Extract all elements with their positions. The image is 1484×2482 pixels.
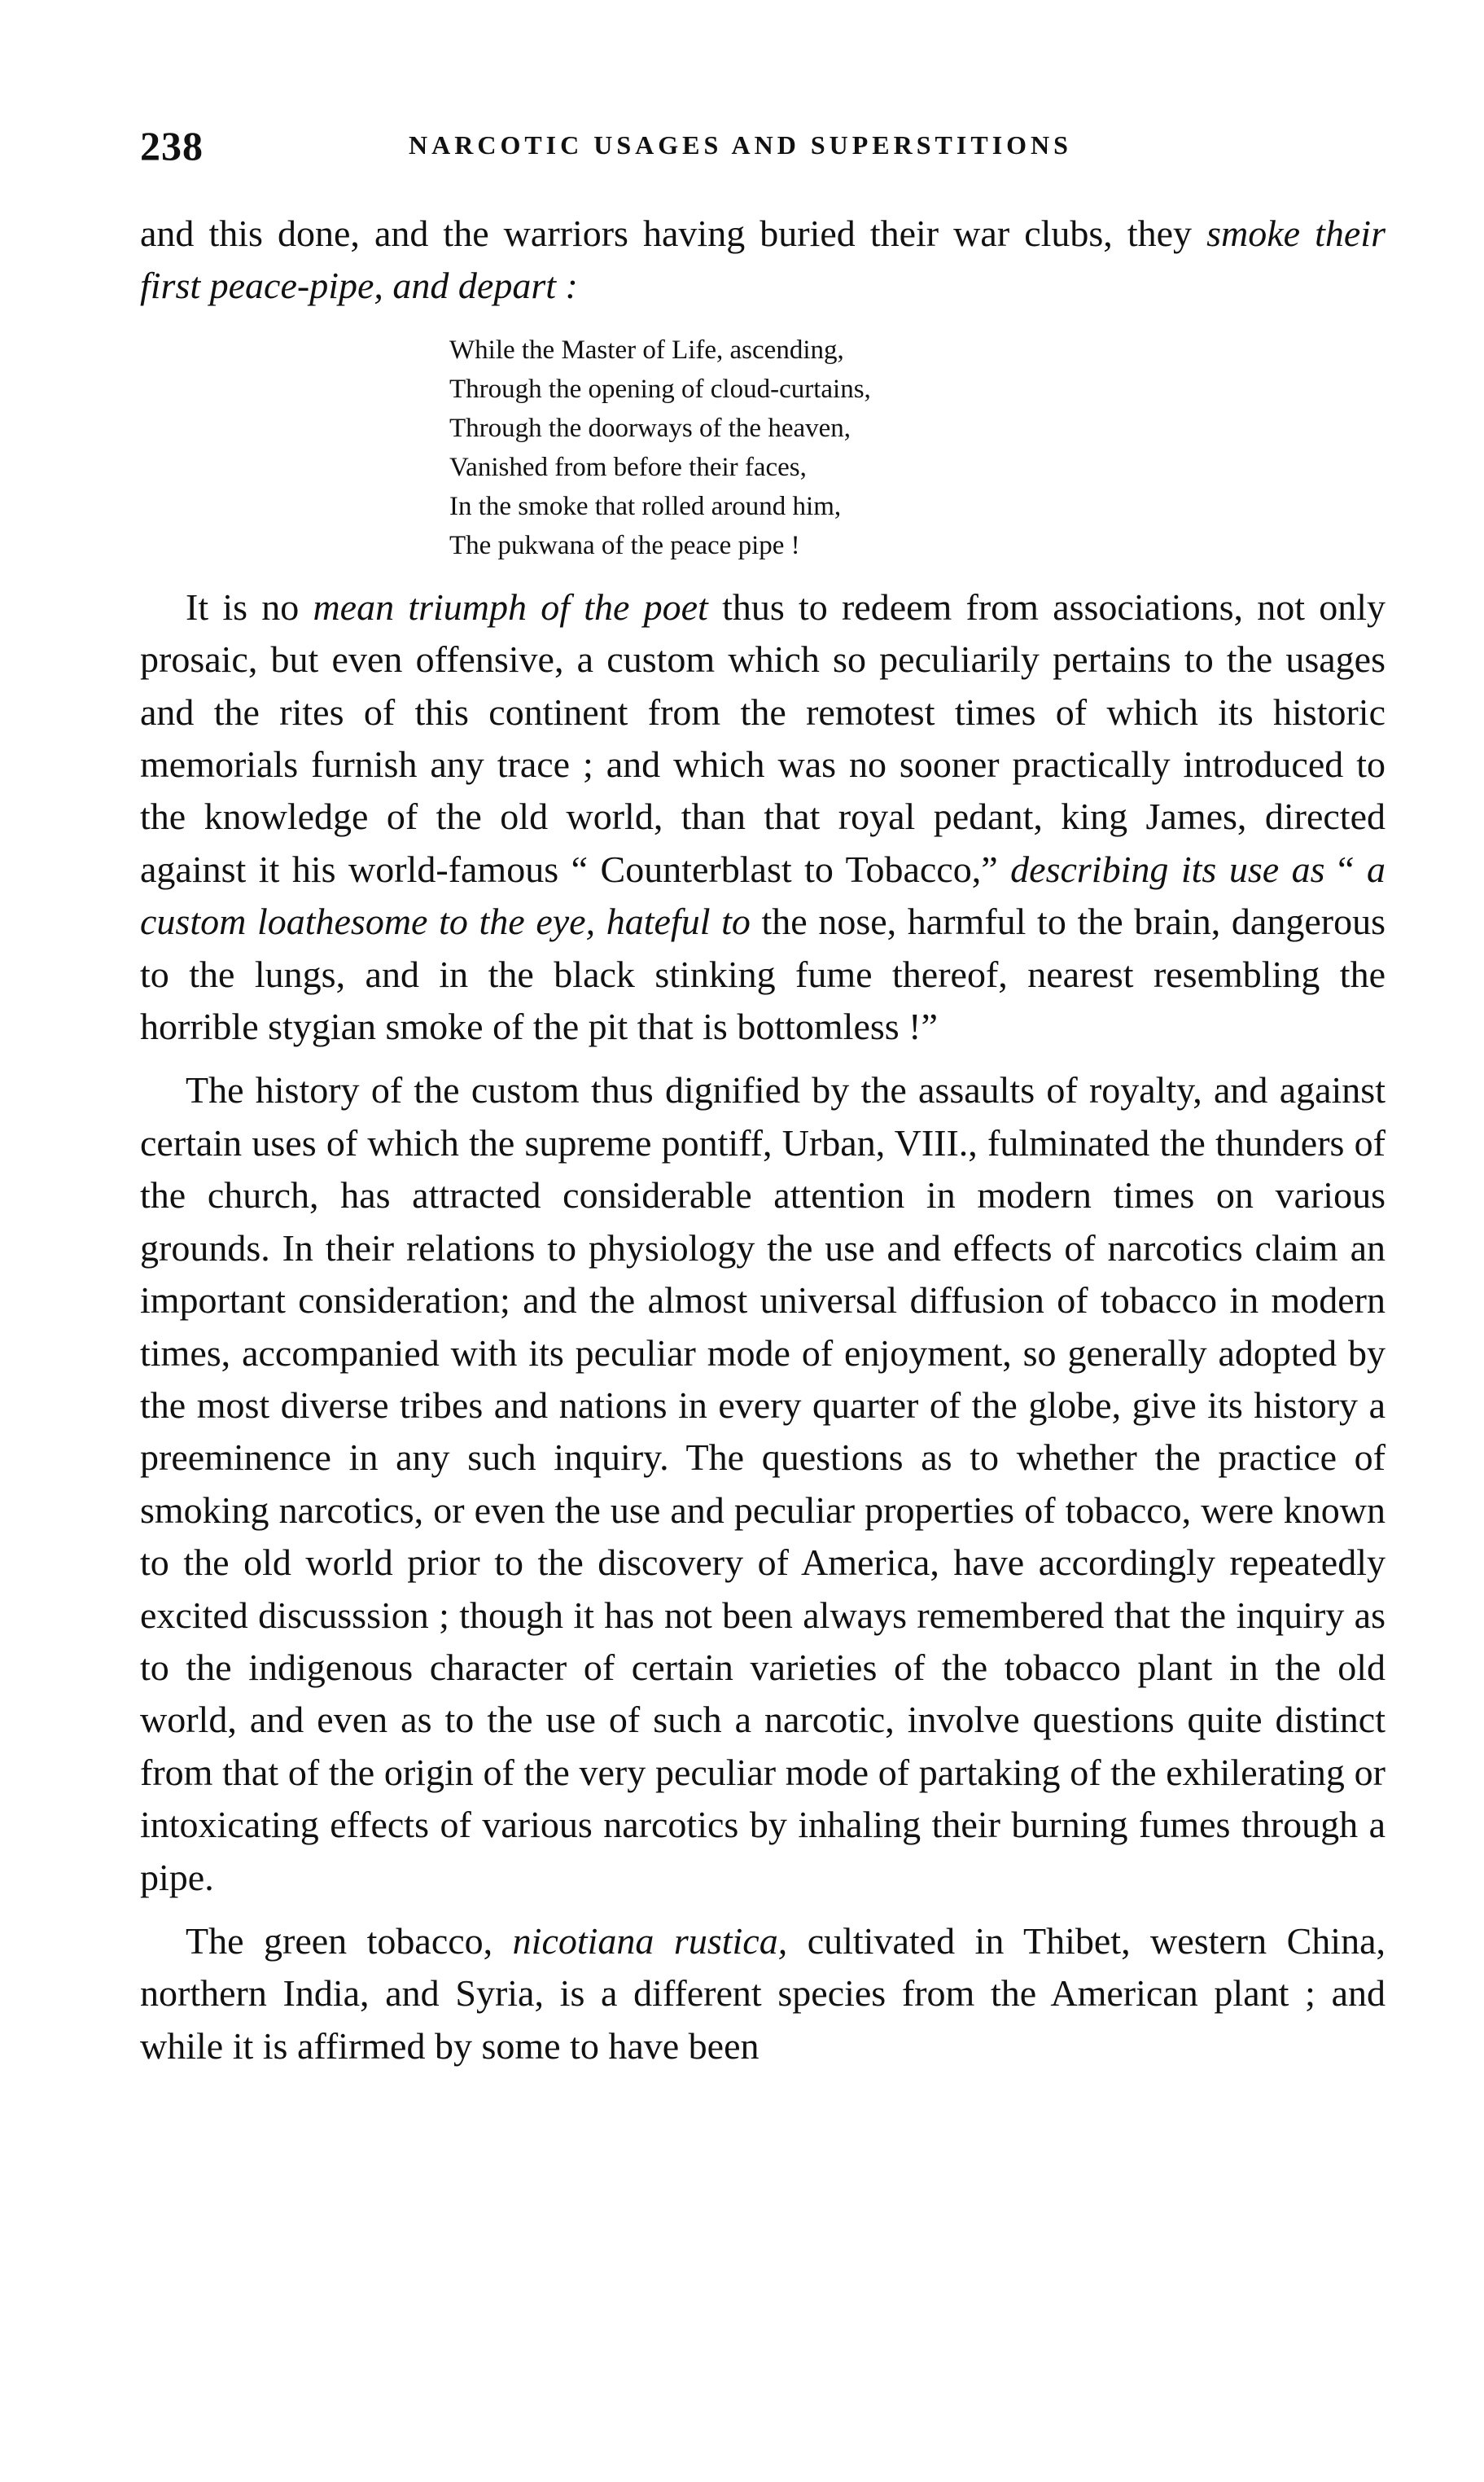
intro-paragraph	[140, 208, 1386, 313]
page-number: 238	[140, 123, 204, 169]
page-header	[140, 122, 1386, 171]
para1-tail: the nose, harmful to the brain, dangerous to the lungs, and in the black stinking fume thereof, nearest resembling the horrible stygian smoke of the pit that is bottomless !”	[140, 901, 1386, 1048]
para1-italic: describing its use as	[1010, 848, 1325, 890]
running-title: NARCOTIC USAGES AND SUPERSTITIONS	[409, 130, 1072, 160]
intro-text: and this done, and the warriors having buried their war clubs, they	[140, 213, 1207, 254]
intro-italic: smoke their first peace-pipe, and depart :	[140, 213, 1386, 307]
poem-line: While the Master of Life, ascending,	[449, 335, 844, 365]
poem-line: In the smoke that rolled around him,	[449, 491, 842, 521]
para3-lead: The green tobacco,	[186, 1919, 513, 1962]
poem-line: Vanished from before their faces,	[449, 452, 807, 482]
para1-quote-open: “	[1324, 848, 1367, 890]
paragraph-redeem	[140, 581, 1386, 1054]
para3-italic: nicotiana rustica,	[512, 1919, 788, 1962]
para1-lead: It is no	[186, 585, 313, 628]
poem-block	[449, 331, 1386, 565]
poem-line: Through the opening of cloud-curtains,	[449, 374, 871, 404]
para1-lead-italic: mean triumph of the poet	[313, 585, 708, 628]
paragraph-green-tobacco	[140, 1915, 1386, 2072]
para2-text: The history of the custom thus dignified by the assaults of royalty, and against certain uses of which the supreme pontiff, Urban, VIII., fulminated the thunders of the church, has attracted considerable attention in modern times on various grounds. In their relations to physiology the use and effects of narcotics claim an important consideration; and the almost universal diffusion of tobacco in modern times, accompanied with its peculiar mode of enjoyment, so generally adopted by the most diverse tribes and nations in every quarter of the globe, give its history a preeminence in any such inquiry. The questions as to whether the practice of smoking narcotics, or even the use and peculiar properties of tobacco, were known to the old world prior to the discovery of America, have accordingly repeatedly excited discusssion ; though it has not been always remembered that the inquiry as to the indigenous character of certain varieties of the tobacco plant in the old world, and even as to the use of such a narcotic, involve questions quite distinct from that of the origin of the very peculiar mode of partaking of the exhilerating or intoxicating effects of various narcotics by inhaling their burning fumes through a pipe.	[140, 1069, 1386, 1898]
poem-line: Through the doorways of the heaven,	[449, 413, 851, 443]
para1-text: thus to redeem from associations, not only prosaic, but even offensive, a custom which so peculiarily pertains to the usages and the rites of this continent from the remotest times of which its historic memorials furnish any trace ; and which was no sooner practically introduced to the knowledge of the old world, than that royal pedant, king James, directed against it his world-famous “ Counterblast to Tobacco,”	[140, 585, 1386, 890]
paragraph-history	[140, 1064, 1386, 1904]
para3-text: cultivated in Thibet, western China, northern India, and Syria, is a different species from the American plant ; and while it is affirmed by some to have been	[140, 1919, 1386, 2067]
body-text	[140, 208, 1386, 2072]
para1-quote-italic: a custom loathesome to the eye, hateful to	[140, 848, 1386, 943]
poem-line: The pukwana of the peace pipe !	[449, 530, 800, 560]
